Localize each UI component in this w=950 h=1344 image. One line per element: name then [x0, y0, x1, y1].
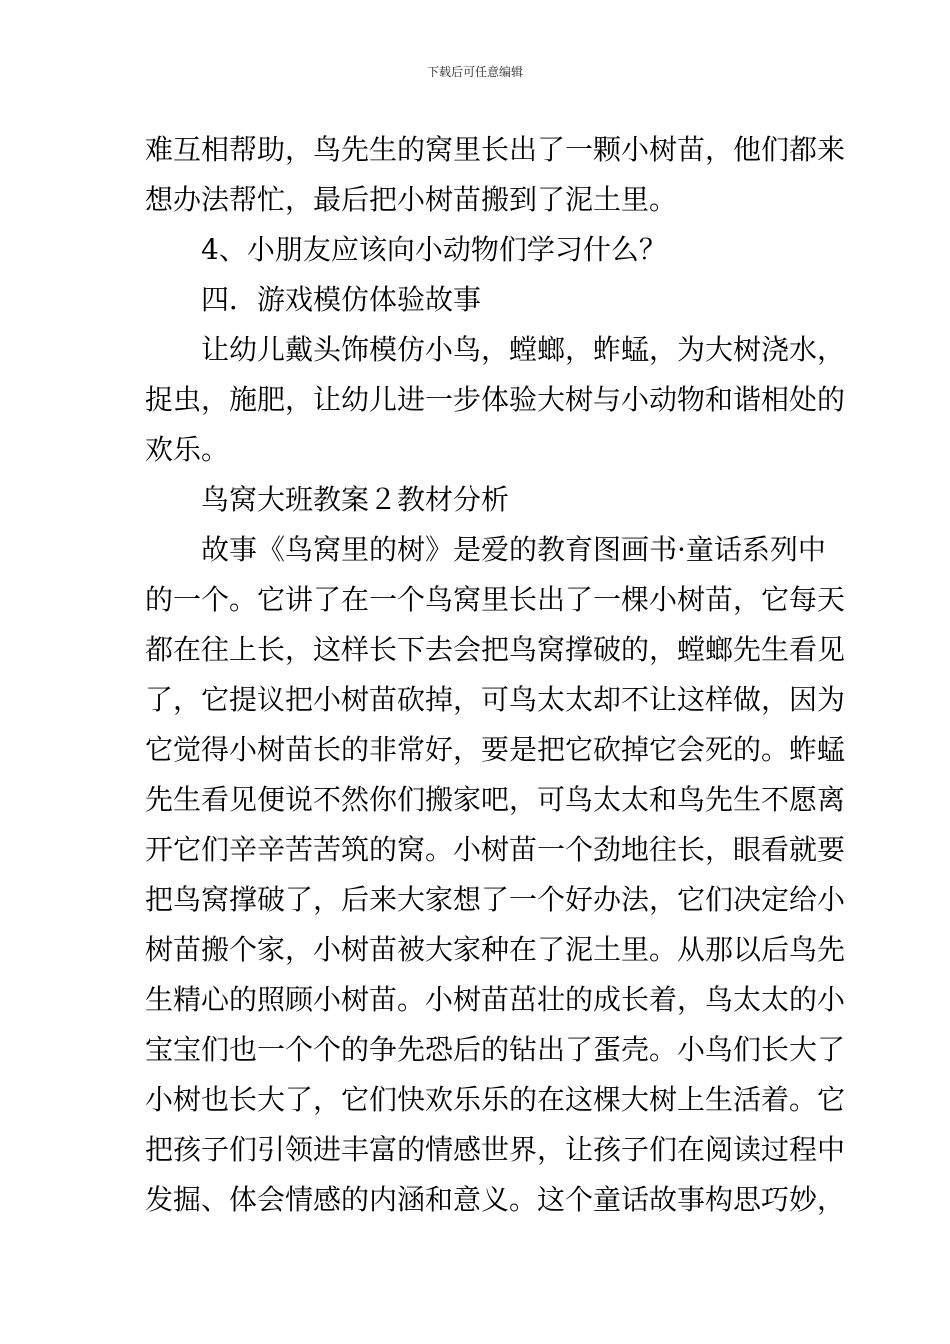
body-line: 小树也长大了，它们快欢乐乐的在这棵大树上生活着。它	[145, 1083, 846, 1116]
body-line: 让幼儿戴头饰模仿小鸟，螳螂，蚱蜢，为大树浇水，	[201, 333, 846, 366]
body-line: 捉虫，施肥，让幼儿进一步体验大树与小动物和谐相处的	[145, 383, 846, 416]
body-line: 故事《鸟窝里的树》是爱的教育图画书·童话系列中	[201, 533, 826, 566]
body-line: 把孩子们引领进丰富的情感世界，让孩子们在阅读过程中	[145, 1133, 846, 1166]
question-line: 4、小朋友应该向小动物们学习什么？	[201, 233, 667, 266]
section-heading: 四．游戏模仿体验故事	[201, 283, 482, 316]
body-line: 了，它提议把小树苗砍掉，可鸟太太却不让这样做，因为	[145, 683, 846, 716]
body-line: 想办法帮忙，最后把小树苗搬到了泥土里。	[145, 183, 678, 216]
body-line: 都在往上长，这样长下去会把鸟窝撑破的，螳螂先生看见	[145, 633, 846, 666]
body-line: 生精心的照顾小树苗。小树苗茁壮的成长着，鸟太太的小	[145, 983, 846, 1016]
section-heading: 鸟窝大班教案２教材分析	[201, 483, 510, 516]
body-line: 难互相帮助，鸟先生的窝里长出了一颗小树苗，他们都来	[145, 133, 846, 166]
body-line: 把鸟窝撑破了，后来大家想了一个好办法，它们决定给小	[145, 883, 846, 916]
body-line: 先生看见便说不然你们搬家吧，可鸟太太和鸟先生不愿离	[145, 783, 846, 816]
body-line: 开它们辛辛苦苦筑的窝。小树苗一个劲地往长，眼看就要	[145, 833, 846, 866]
body-line: 树苗搬个家，小树苗被大家种在了泥土里。从那以后鸟先	[145, 933, 846, 966]
body-line: 发掘、体会情感的内涵和意义。这个童话故事构思巧妙，	[145, 1183, 846, 1216]
body-line: 它觉得小树苗长的非常好，要是把它砍掉它会死的。蚱蜢	[145, 733, 846, 766]
body-line: 欢乐。	[145, 433, 230, 466]
body-line: 的一个。它讲了在一个鸟窝里长出了一棵小树苗，它每天	[145, 583, 846, 616]
body-line: 宝宝们也一个个的争先恐后的钻出了蛋壳。小鸟们长大了	[145, 1033, 846, 1066]
page-header: 下载后可任意编辑	[426, 65, 523, 79]
